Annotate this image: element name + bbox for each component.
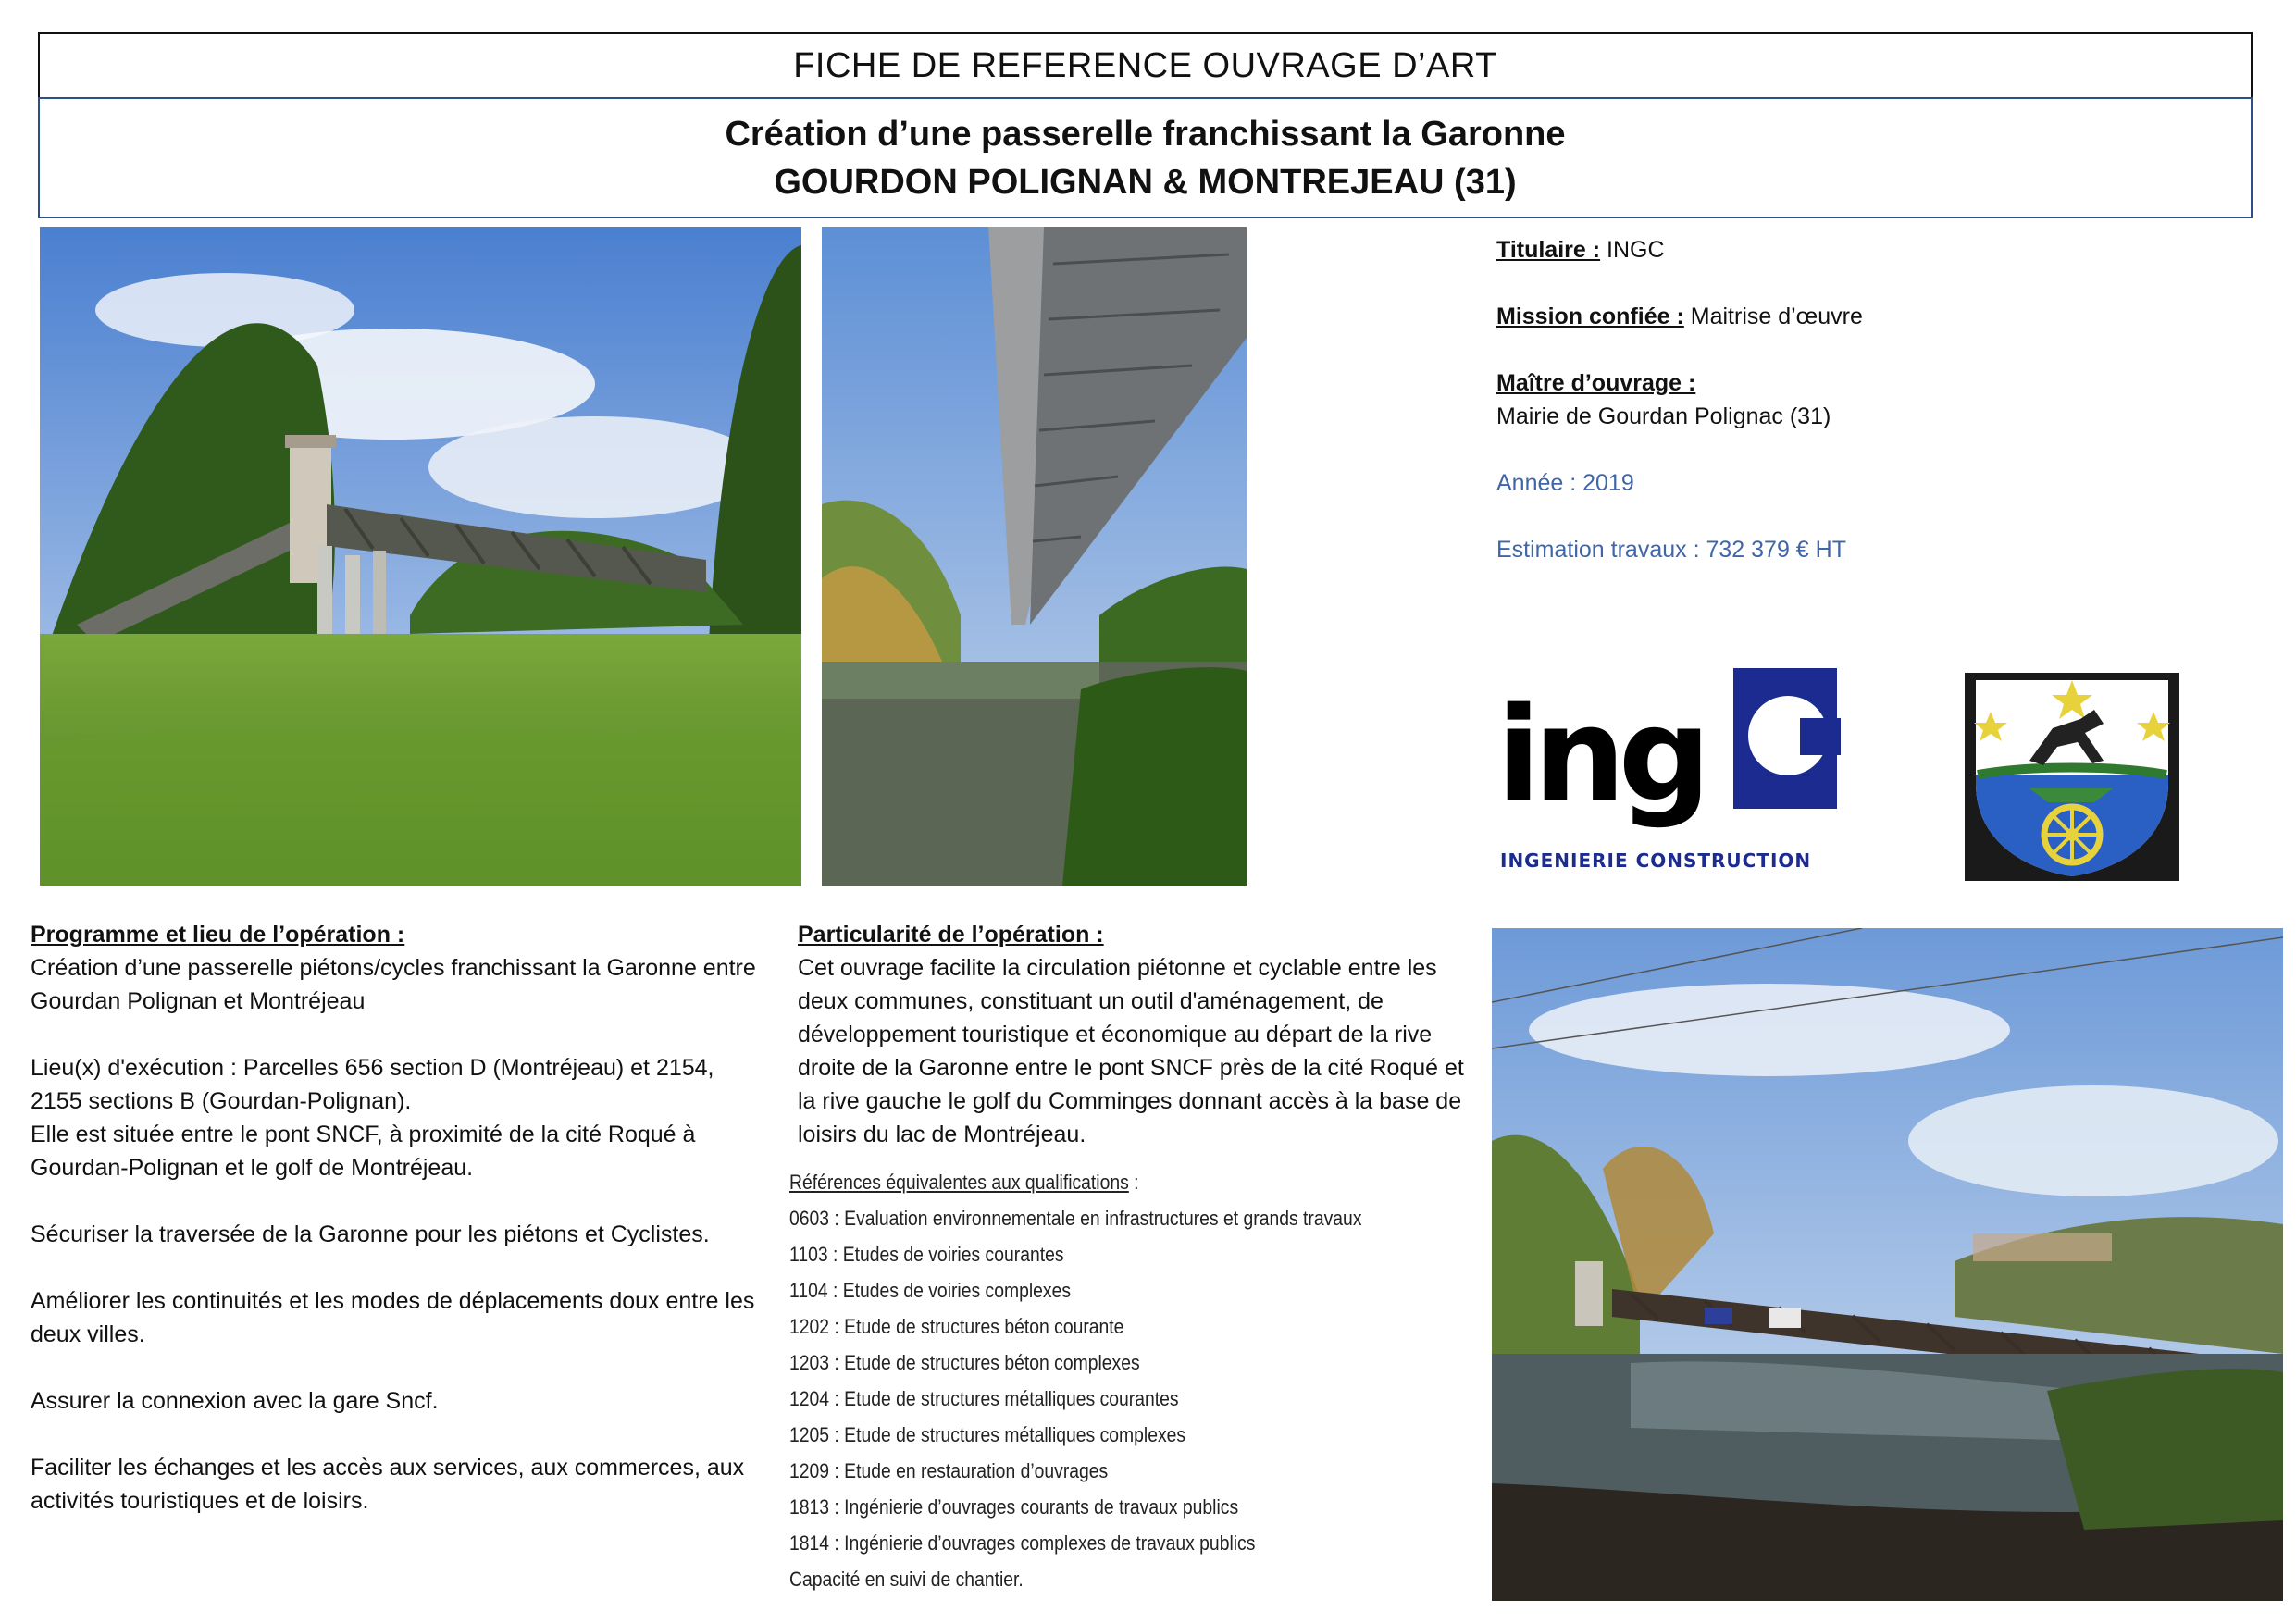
programme-goal-continuity: Améliorer les continuités et les modes de déplacements doux entre les deux villes. (31, 1288, 755, 1347)
references-header-row (789, 1164, 1362, 1200)
reference-item: 1202 : Etude de structures béton courante (789, 1315, 1124, 1338)
titulaire-label: Titulaire : (1496, 237, 1601, 263)
project-location: GOURDON POLIGNAN & MONTREJEAU (31) (774, 162, 1517, 202)
references-header: Références équivalentes aux qualifications (789, 1171, 1129, 1194)
titulaire-row (1496, 233, 1665, 267)
reference-item: Capacité en suivi de chantier. (789, 1568, 1024, 1591)
reference-item: 1103 : Etudes de voiries courantes (789, 1243, 1064, 1266)
references-header-suffix: : (1128, 1171, 1139, 1194)
references-list (789, 1164, 1362, 1597)
programme-location (31, 1051, 771, 1184)
programme-section (31, 918, 771, 1551)
programme-parcels: Lieu(x) d'exécution : Parcelles 656 section D (Montréjeau) et 2154, 2155 sections B (Gourdan-Polignan). (31, 1055, 714, 1114)
project-title-box (38, 97, 2253, 218)
ingc-logo-tagline: INGENIERIE CONSTRUCTION (1500, 849, 1812, 872)
reference-item: 1814 : Ingénierie d’ouvrages complexes de travaux publics (789, 1531, 1256, 1555)
reference-item: 0603 : Evaluation environnementale en infrastructures et grands travaux (789, 1207, 1362, 1230)
mission-row (1496, 300, 1863, 333)
reference-item: 1204 : Etude de structures métalliques courantes (789, 1387, 1179, 1410)
maitre-ouvrage-row (1496, 366, 1831, 433)
reference-item: 1205 : Etude de structures métalliques complexes (789, 1423, 1186, 1446)
annee-text: Année : 2019 (1496, 470, 1634, 496)
reference-item: 1813 : Ingénierie d’ouvrages courants de travaux publics (789, 1495, 1239, 1519)
titulaire-value: INGC (1600, 237, 1665, 263)
programme-title: Programme et lieu de l’opération : (31, 922, 405, 948)
reference-item: 1203 : Etude de structures béton complexes (789, 1351, 1140, 1374)
photo-under-bridge (822, 227, 1247, 886)
mission-label: Mission confiée : (1496, 304, 1684, 329)
coat-of-arms-emblem (1965, 673, 2179, 881)
programme-situation: Elle est située entre le pont SNCF, à proximité de la cité Roqué à Gourdan-Polignan et le golf de Montréjeau. (31, 1122, 696, 1181)
photo-bridge-river (1492, 928, 2283, 1601)
programme-goal-exchanges: Faciliter les échanges et les accès aux services, aux commerces, aux activités touristiques et de loisirs. (31, 1455, 745, 1514)
estimation-text: Estimation travaux : 732 379 € HT (1496, 537, 1846, 563)
reference-item: 1209 : Etude en restauration d’ouvrages (789, 1459, 1109, 1482)
ingc-logo-c-cut (1800, 718, 1841, 755)
particularite-section (798, 918, 1464, 1184)
project-title: Création d’une passerelle franchissant la Garonne (725, 114, 1566, 154)
photo-footbridge-lawn (40, 227, 801, 886)
document-title-box (38, 32, 2253, 99)
document-title: FICHE DE REFERENCE OUVRAGE D’ART (793, 45, 1497, 85)
maitre-ouvrage-label: Maître d’ouvrage : (1496, 370, 1696, 396)
ingc-logo (1496, 668, 1833, 883)
programme-goal-security: Sécuriser la traversée de la Garonne pour les piétons et Cyclistes. (31, 1221, 710, 1247)
particularite-text: Cet ouvrage facilite la circulation piétonne et cyclable entre les deux communes, constituant un outil d'aménagement, de développement touristique et économique au départ de la rive droite de la Garonne entre le pont SNCF près de la cité Roqué et la rive gauche le golf du Comminges donnant accès à la base de loisirs du lac de Montréjeau. (798, 955, 1464, 1147)
maitre-ouvrage-value: Mairie de Gourdan Polignac (31) (1496, 403, 1831, 429)
programme-goal-station: Assurer la connexion avec la gare Sncf. (31, 1388, 439, 1414)
mission-value: Maitrise d’œuvre (1683, 304, 1863, 329)
particularite-title: Particularité de l’opération : (798, 922, 1104, 948)
ingc-logo-letters: ing (1496, 680, 1704, 831)
programme-description: Création d’une passerelle piétons/cycles franchissant la Garonne entre Gourdan Polignan et Montréjeau (31, 955, 756, 1014)
reference-item: 1104 : Etudes de voiries complexes (789, 1279, 1072, 1302)
